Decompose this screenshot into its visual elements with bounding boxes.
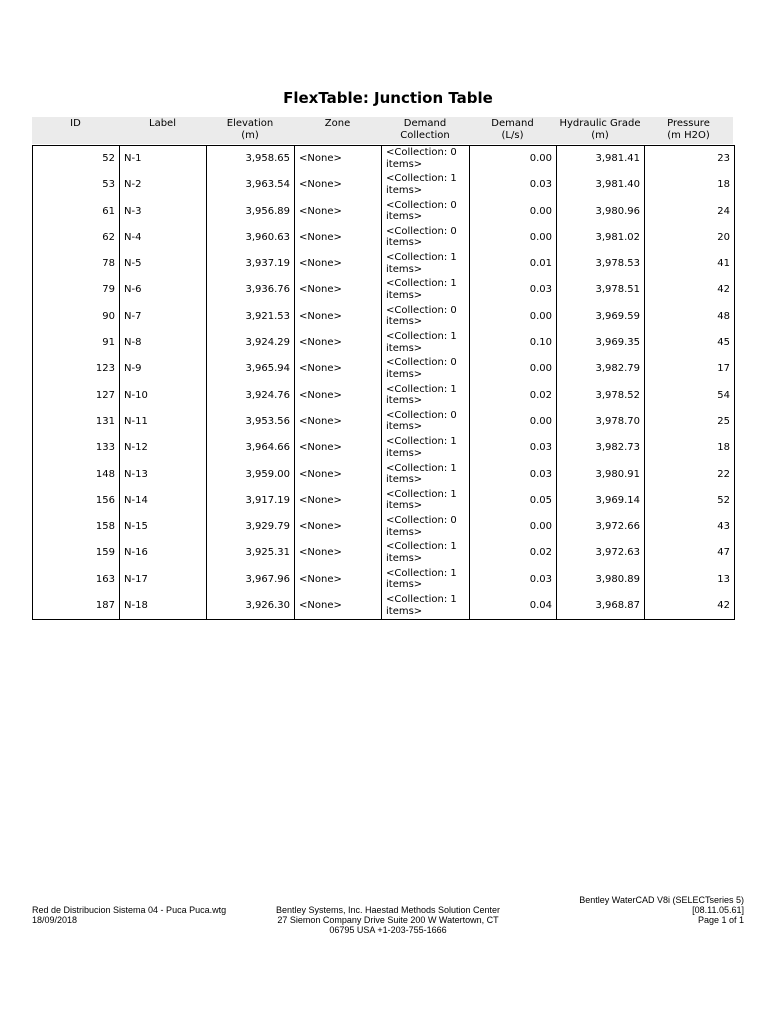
cell-zone: <None>	[295, 199, 382, 225]
cell-elevation: 3,958.65	[207, 146, 295, 172]
cell-elevation: 3,921.53	[207, 304, 295, 330]
cell-demand: 0.05	[470, 488, 557, 514]
cell-zone: <None>	[295, 356, 382, 382]
table-body	[32, 145, 735, 620]
cell-id: 187	[33, 593, 120, 619]
cell-elevation: 3,965.94	[207, 356, 295, 382]
cell-demand-collection: <Collection: 1 items>	[382, 593, 470, 619]
cell-hydraulic-grade: 3,978.52	[557, 383, 645, 409]
cell-demand: 0.03	[470, 172, 557, 198]
cell-hydraulic-grade: 3,972.63	[557, 540, 645, 566]
cell-demand: 0.00	[470, 409, 557, 435]
cell-elevation: 3,967.96	[207, 567, 295, 593]
cell-hydraulic-grade: 3,969.59	[557, 304, 645, 330]
cell-id: 79	[33, 277, 120, 303]
cell-demand-collection: <Collection: 0 items>	[382, 225, 470, 251]
cell-elevation: 3,959.00	[207, 462, 295, 488]
footer-company-info: Bentley Systems, Inc. Haestad Methods Solution Center 27 Siemon Company Drive Suite 200 W Watertown, CT 06795 USA +1-203-755-1666	[275, 905, 501, 935]
cell-id: 148	[33, 462, 120, 488]
cell-demand-collection: <Collection: 1 items>	[382, 172, 470, 198]
cell-id: 159	[33, 540, 120, 566]
cell-elevation: 3,924.29	[207, 330, 295, 356]
cell-demand-collection: <Collection: 0 items>	[382, 514, 470, 540]
cell-hydraulic-grade: 3,969.14	[557, 488, 645, 514]
cell-zone: <None>	[295, 593, 382, 619]
cell-zone: <None>	[295, 462, 382, 488]
cell-zone: <None>	[295, 146, 382, 172]
cell-label: N-12	[120, 435, 207, 461]
cell-demand-collection: <Collection: 0 items>	[382, 199, 470, 225]
table-row	[33, 356, 734, 382]
cell-hydraulic-grade: 3,978.51	[557, 277, 645, 303]
cell-elevation: 3,956.89	[207, 199, 295, 225]
cell-demand-collection: <Collection: 0 items>	[382, 304, 470, 330]
column-header: Pressure (m H2O)	[667, 118, 710, 141]
cell-hydraulic-grade: 3,980.91	[557, 462, 645, 488]
table-row	[33, 409, 734, 435]
cell-demand: 0.01	[470, 251, 557, 277]
cell-pressure: 18	[717, 179, 730, 191]
footer-software-info: Bentley WaterCAD V8i (SELECTseries 5) [08.11.05.61] Page 1 of 1	[579, 895, 744, 925]
cell-id: 131	[33, 409, 120, 435]
table-row	[33, 225, 734, 251]
cell-elevation: 3,964.66	[207, 435, 295, 461]
cell-id: 61	[33, 199, 120, 225]
cell-hydraulic-grade: 3,981.41	[557, 146, 645, 172]
cell-pressure: 17	[717, 363, 730, 375]
cell-demand-collection: <Collection: 0 items>	[382, 356, 470, 382]
junction-table	[32, 117, 733, 617]
table-row	[33, 199, 734, 225]
cell-elevation: 3,925.31	[207, 540, 295, 566]
cell-demand-collection: <Collection: 1 items>	[382, 277, 470, 303]
cell-id: 163	[33, 567, 120, 593]
cell-id: 158	[33, 514, 120, 540]
cell-pressure: 45	[717, 337, 730, 349]
cell-pressure: 25	[717, 415, 730, 427]
cell-id: 52	[33, 146, 120, 172]
cell-pressure: 23	[717, 153, 730, 164]
cell-demand: 0.10	[470, 330, 557, 356]
cell-elevation: 3,936.76	[207, 277, 295, 303]
cell-demand-collection: <Collection: 0 items>	[382, 409, 470, 435]
cell-pressure: 20	[717, 231, 730, 243]
cell-label: N-4	[120, 225, 207, 251]
cell-hydraulic-grade: 3,968.87	[557, 593, 645, 619]
cell-demand-collection: <Collection: 1 items>	[382, 540, 470, 566]
cell-zone: <None>	[295, 225, 382, 251]
table-row	[33, 514, 734, 540]
cell-pressure: 48	[717, 310, 730, 322]
cell-demand-collection: <Collection: 1 items>	[382, 435, 470, 461]
table-row	[33, 488, 734, 514]
footer-file-info: Red de Distribucion Sistema 04 - Puca Puca.wtg 18/09/2018	[32, 905, 227, 925]
cell-demand-collection: <Collection: 1 items>	[382, 383, 470, 409]
cell-pressure: 47	[717, 547, 730, 559]
column-header: Elevation (m)	[226, 118, 274, 141]
cell-id: 156	[33, 488, 120, 514]
cell-hydraulic-grade: 3,981.02	[557, 225, 645, 251]
cell-label: N-7	[120, 304, 207, 330]
cell-demand: 0.00	[470, 225, 557, 251]
cell-demand: 0.00	[470, 356, 557, 382]
cell-elevation: 3,963.54	[207, 172, 295, 198]
cell-label: N-15	[120, 514, 207, 540]
cell-demand: 0.03	[470, 567, 557, 593]
cell-label: N-13	[120, 462, 207, 488]
cell-demand: 0.00	[470, 514, 557, 540]
cell-pressure: 13	[717, 573, 730, 585]
cell-zone: <None>	[295, 409, 382, 435]
cell-pressure: 43	[717, 521, 730, 533]
cell-id: 62	[33, 225, 120, 251]
cell-id: 123	[33, 356, 120, 382]
cell-id: 91	[33, 330, 120, 356]
cell-id: 127	[33, 383, 120, 409]
cell-pressure: 42	[717, 600, 730, 612]
cell-hydraulic-grade: 3,982.73	[557, 435, 645, 461]
cell-hydraulic-grade: 3,972.66	[557, 514, 645, 540]
cell-zone: <None>	[295, 383, 382, 409]
cell-label: N-9	[120, 356, 207, 382]
table-row	[33, 567, 734, 593]
cell-zone: <None>	[295, 514, 382, 540]
column-header: ID	[70, 118, 81, 129]
cell-id: 133	[33, 435, 120, 461]
cell-demand: 0.00	[470, 304, 557, 330]
cell-hydraulic-grade: 3,980.96	[557, 199, 645, 225]
cell-hydraulic-grade: 3,978.53	[557, 251, 645, 277]
cell-elevation: 3,960.63	[207, 225, 295, 251]
cell-demand-collection: <Collection: 0 items>	[382, 146, 470, 172]
table-row	[33, 593, 734, 619]
table-row	[33, 383, 734, 409]
cell-label: N-3	[120, 199, 207, 225]
cell-label: N-10	[120, 383, 207, 409]
cell-demand-collection: <Collection: 1 items>	[382, 567, 470, 593]
cell-label: N-8	[120, 330, 207, 356]
cell-label: N-2	[120, 172, 207, 198]
cell-demand-collection: <Collection: 1 items>	[382, 488, 470, 514]
cell-zone: <None>	[295, 304, 382, 330]
cell-demand: 0.00	[470, 199, 557, 225]
table-header	[32, 117, 733, 144]
cell-hydraulic-grade: 3,982.79	[557, 356, 645, 382]
cell-pressure: 24	[717, 205, 730, 217]
cell-elevation: 3,937.19	[207, 251, 295, 277]
table-row	[33, 330, 734, 356]
cell-demand: 0.00	[470, 146, 557, 172]
cell-hydraulic-grade: 3,978.70	[557, 409, 645, 435]
cell-pressure: 22	[717, 468, 730, 480]
table-row	[33, 277, 734, 303]
cell-demand-collection: <Collection: 1 items>	[382, 330, 470, 356]
cell-pressure: 18	[717, 442, 730, 454]
cell-demand: 0.02	[470, 383, 557, 409]
table-row	[33, 172, 734, 198]
cell-demand-collection: <Collection: 1 items>	[382, 462, 470, 488]
cell-elevation: 3,924.76	[207, 383, 295, 409]
cell-elevation: 3,926.30	[207, 593, 295, 619]
table-row	[33, 435, 734, 461]
table-row	[33, 251, 734, 277]
cell-label: N-6	[120, 277, 207, 303]
cell-id: 90	[33, 304, 120, 330]
cell-hydraulic-grade: 3,981.40	[557, 172, 645, 198]
cell-demand: 0.03	[470, 277, 557, 303]
cell-label: N-11	[120, 409, 207, 435]
cell-demand: 0.03	[470, 435, 557, 461]
cell-hydraulic-grade: 3,980.89	[557, 567, 645, 593]
cell-pressure: 41	[717, 258, 730, 270]
column-header: Demand (L/s)	[491, 118, 534, 141]
table-row	[33, 462, 734, 488]
cell-zone: <None>	[295, 488, 382, 514]
cell-label: N-1	[120, 146, 207, 172]
cell-label: N-18	[120, 593, 207, 619]
cell-demand-collection: <Collection: 1 items>	[382, 251, 470, 277]
cell-label: N-16	[120, 540, 207, 566]
cell-pressure: 54	[717, 389, 730, 401]
cell-hydraulic-grade: 3,969.35	[557, 330, 645, 356]
cell-id: 78	[33, 251, 120, 277]
cell-elevation: 3,929.79	[207, 514, 295, 540]
page-title: FlexTable: Junction Table	[283, 89, 493, 107]
cell-zone: <None>	[295, 435, 382, 461]
cell-zone: <None>	[295, 540, 382, 566]
table-row	[33, 146, 734, 172]
cell-zone: <None>	[295, 567, 382, 593]
cell-label: N-17	[120, 567, 207, 593]
cell-label: N-14	[120, 488, 207, 514]
column-header: Demand Collection	[400, 118, 450, 141]
cell-zone: <None>	[295, 172, 382, 198]
cell-id: 53	[33, 172, 120, 198]
cell-pressure: 52	[717, 494, 730, 506]
cell-demand: 0.02	[470, 540, 557, 566]
cell-label: N-5	[120, 251, 207, 277]
cell-pressure: 42	[717, 284, 730, 296]
cell-zone: <None>	[295, 251, 382, 277]
column-header: Zone	[324, 118, 351, 129]
cell-zone: <None>	[295, 277, 382, 303]
column-header: Label	[149, 118, 176, 129]
cell-demand: 0.03	[470, 462, 557, 488]
table-row	[33, 540, 734, 566]
cell-elevation: 3,917.19	[207, 488, 295, 514]
cell-zone: <None>	[295, 330, 382, 356]
table-row	[33, 304, 734, 330]
cell-elevation: 3,953.56	[207, 409, 295, 435]
column-header: Hydraulic Grade (m)	[559, 118, 641, 141]
cell-demand: 0.04	[470, 593, 557, 619]
